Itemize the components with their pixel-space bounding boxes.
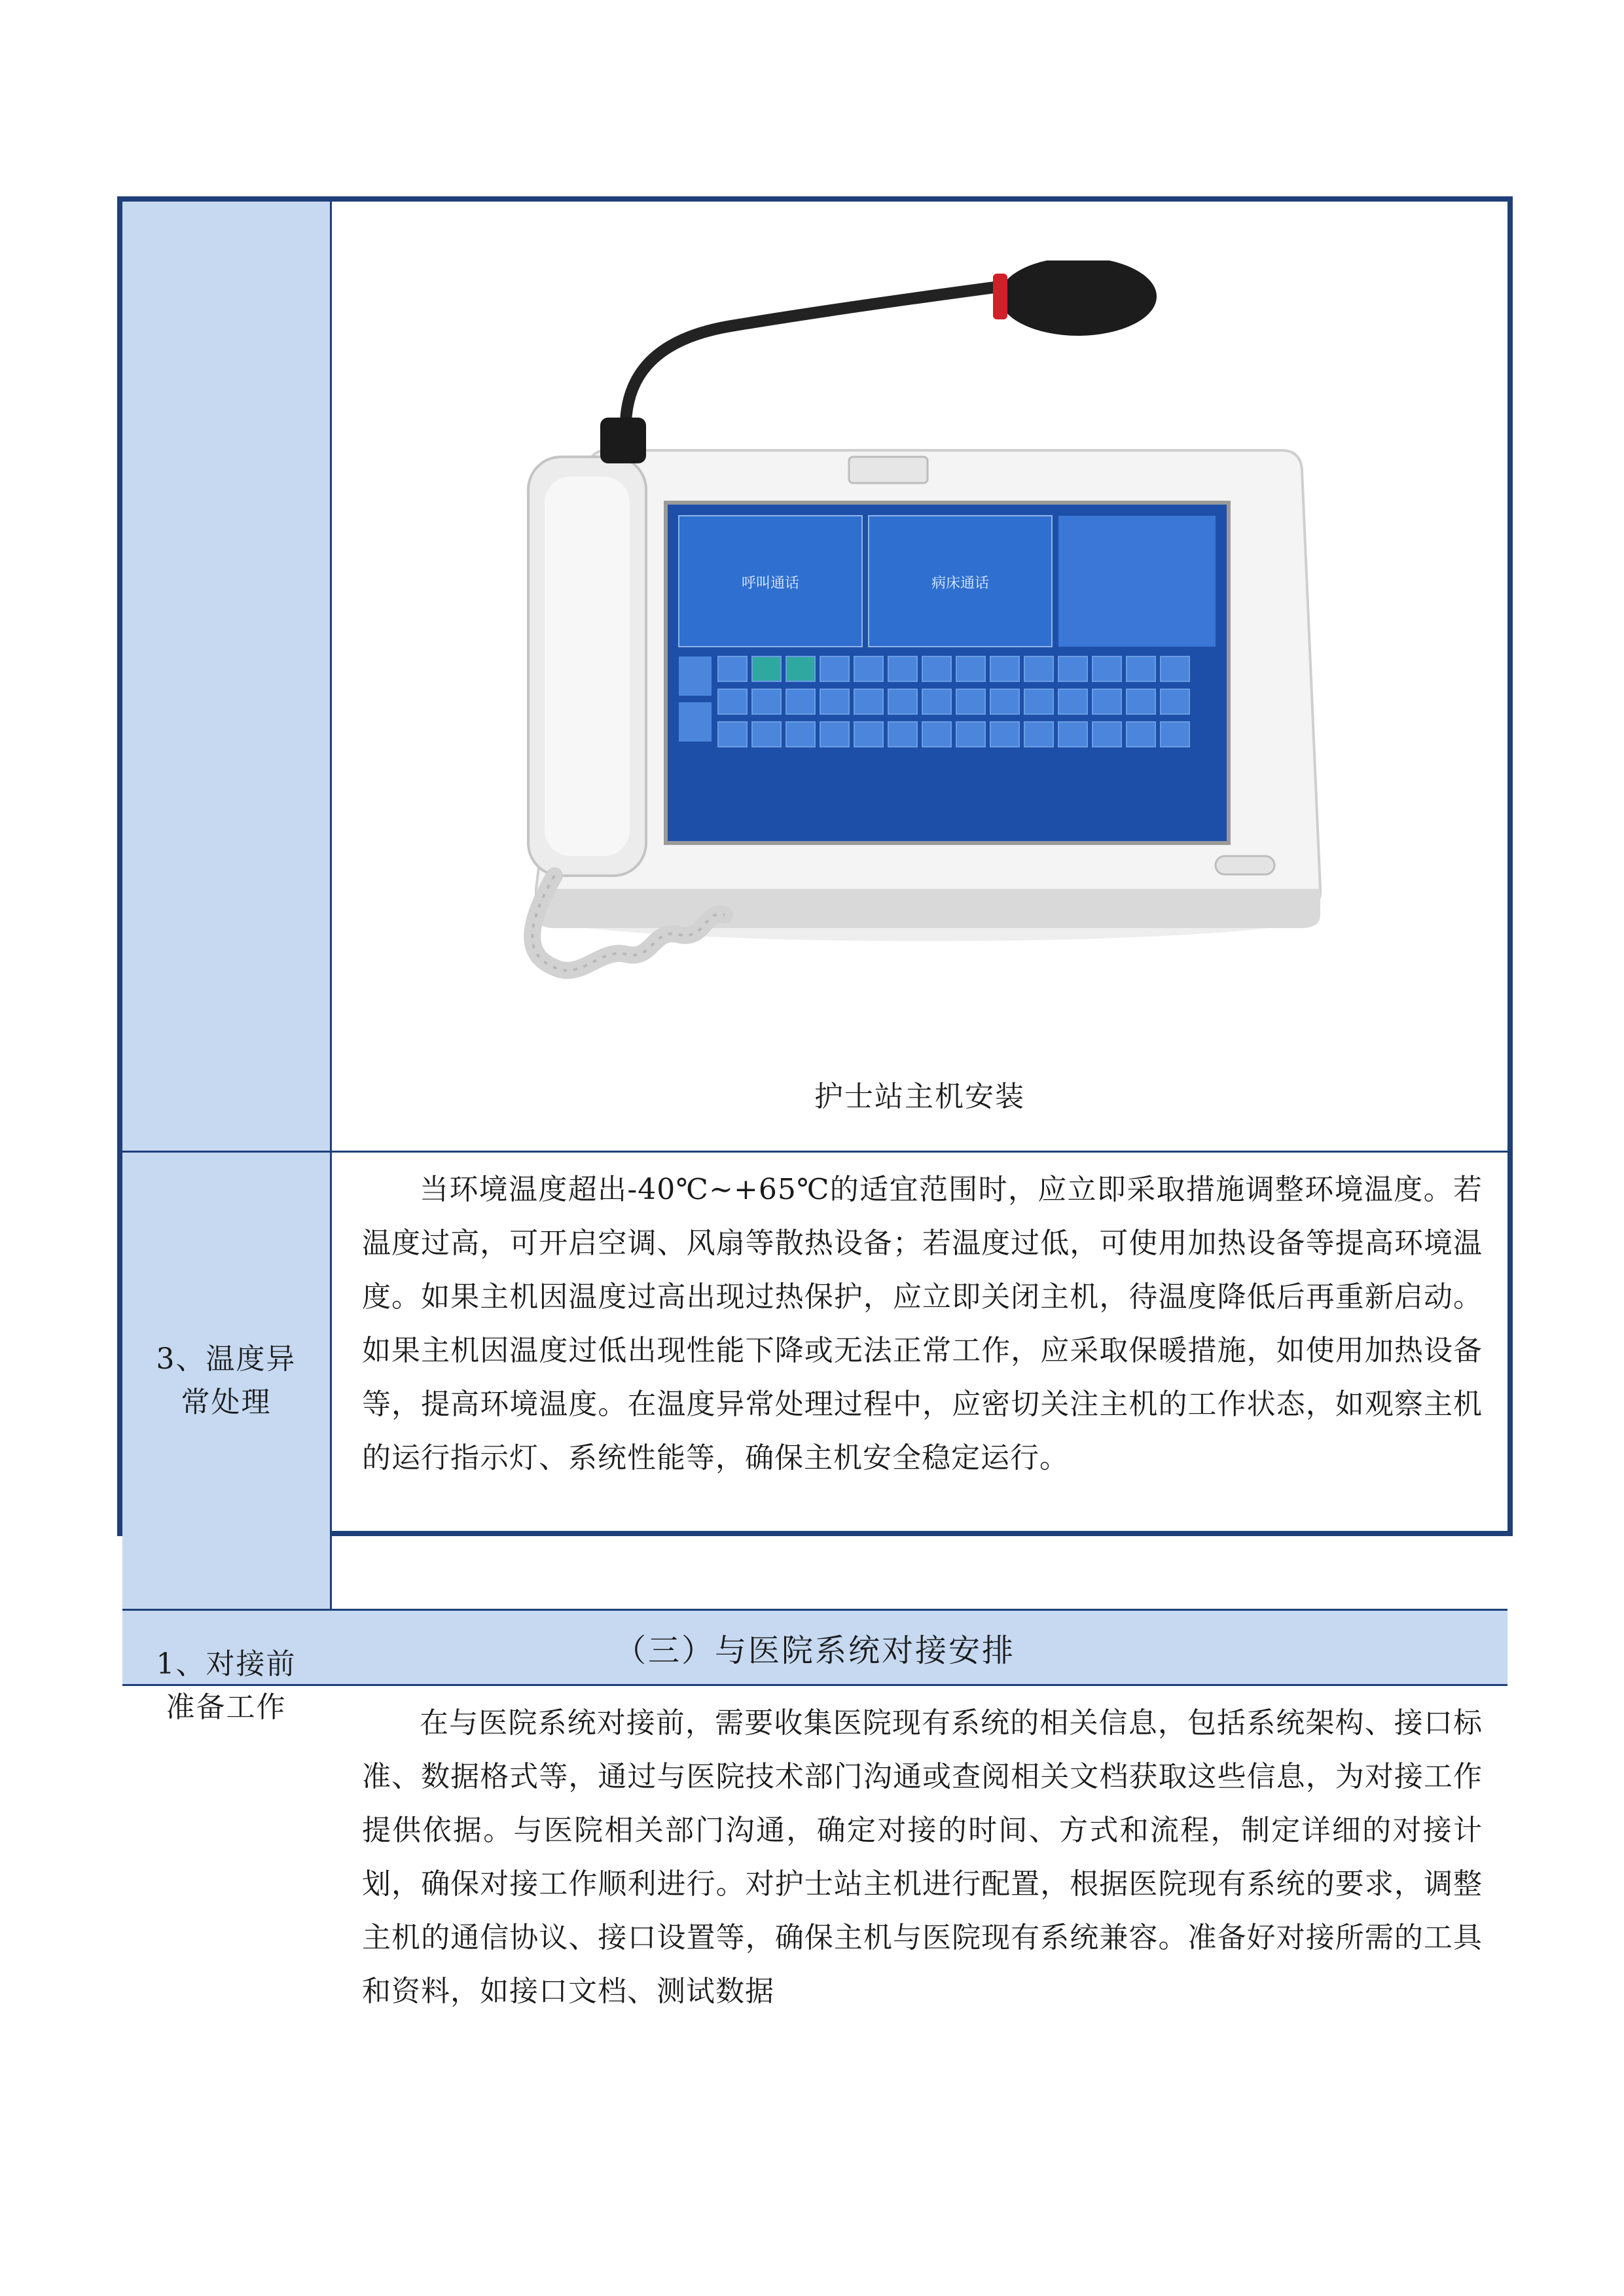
section-heading-row	[122, 1609, 1507, 1684]
figure-caption: 护士站主机安装	[814, 1080, 1025, 1113]
figure-row-label-cell	[122, 202, 332, 1151]
microphone-head	[1000, 260, 1157, 336]
power-button	[1216, 856, 1274, 874]
document-table	[117, 196, 1513, 2008]
screen-panel-left-label: 呼叫通话	[741, 575, 800, 592]
figure-cell	[332, 202, 1507, 1151]
nurse-station-host-image	[430, 260, 1373, 1026]
screen-controls-area	[1058, 516, 1216, 647]
figure-row	[122, 202, 1507, 1151]
section-heading: （三）与医院系统对接安排	[614, 1632, 1015, 1669]
handset-highlight	[545, 476, 630, 856]
row-content	[332, 1153, 1507, 1609]
microphone-gooseneck	[626, 287, 1000, 444]
device-base-edge	[536, 889, 1320, 928]
screen-panel-right-label: 病床通话	[931, 575, 990, 592]
microphone-base	[600, 418, 646, 463]
row-paragraph: 当环境温度超出-40℃~+65℃的适宜范围时，应立即采取措施调整环境温度。若温度过高，可开启空调、风扇等散热设备；若温度过低，可使用加热设备等提高环境温度。如果主机因温度过高出现过热保护，应立即关闭主机，待温度降低后再重新启动。如果主机因温度过低出现性能下降或无法正常工作，应采取保暖措施，如使用加热设备等，提高环境温度。在温度异常处理过程中，应密切关注主机的工作状态，如观察主机的运行指示灯、系统性能等，确保主机安全稳定运行。	[362, 1173, 1483, 1475]
screen-side-button-1	[679, 656, 712, 696]
screen-side-button-2	[679, 702, 712, 742]
row-paragraph: 在与医院系统对接前，需要收集医院现有系统的相关信息，包括系统架构、接口标准、数据格式等，通过与医院技术部门沟通或查阅相关文档获取这些信息，为对接工作提供依据。与医院相关部门沟通，确定对接的时间、方式和流程，制定详细的对接计划，确保对接工作顺利进行。对护士站主机进行配置，根据医院现有系统的要求，调整主机的通信协议、接口设置等，确保主机与医院现有系统兼容。准备好对接所需的工具和资料，如接口文档、测试数据	[362, 1706, 1483, 2008]
row-label: 3、温度异常处理	[122, 1153, 332, 1609]
microphone-ring	[993, 274, 1007, 319]
table-row: 准备工作 在与医院系统对接前，需要收集医院现有系统的相关信息，包括系统架构、接口标准、数据格式等，通过与医院技术部门沟通或查阅相关文档获取这些信息，为对接工作提供依据。与医院相关部门沟通，确定对接的时间、方式和流程，制定详细的对接计划，确保对接工作顺利进行。对护士站主机进行配置，根据医院现有系统的要求，调整主机的通信协议、接口设置等，确保主机与医院现有系统兼容。准备好对接所需的工具和资料，如接口文档、测试数据	[122, 1684, 1507, 1686]
top-indicator	[849, 457, 928, 483]
table-row	[122, 1151, 1507, 1609]
